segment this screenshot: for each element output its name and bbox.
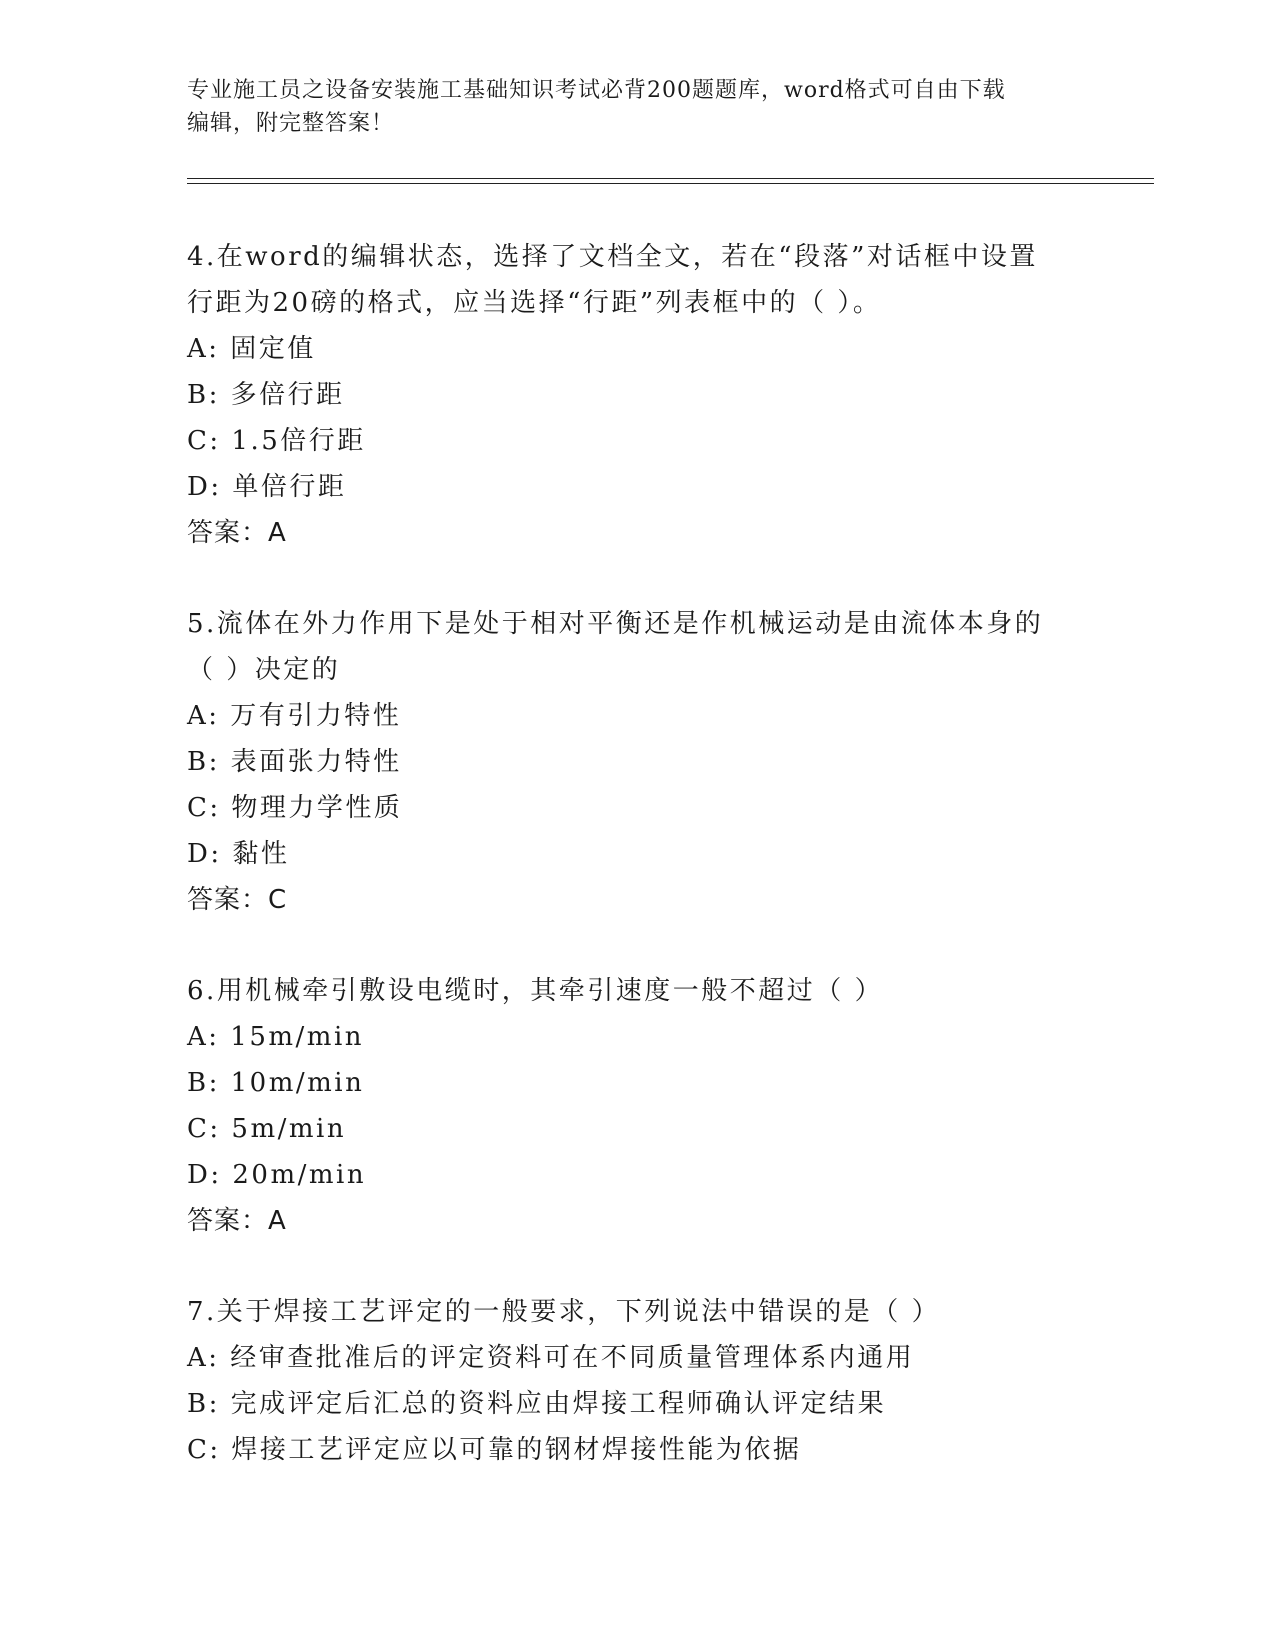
option-c: C: 焊接工艺评定应以可靠的钢材焊接性能为依据 [187, 1435, 802, 1465]
answer-line: 答案：A [187, 518, 287, 548]
header-line-1: 专业施工员之设备安装施工基础知识考试必背200题题库，word格式可自由下载 [187, 78, 1006, 103]
question-list [187, 234, 1087, 1518]
option-a: A: 固定值 [187, 334, 316, 364]
option-d: D: 单倍行距 [187, 472, 347, 502]
question-stem: 6.用机械牵引敷设电缆时，其牵引速度一般不超过（ ） [187, 976, 884, 1006]
question-stem-continued: （ ）决定的 [187, 655, 341, 685]
header-line-2: 编辑，附完整答案！ [187, 111, 395, 136]
question-stem: 7.关于焊接工艺评定的一般要求，下列说法中错误的是（ ） [187, 1297, 941, 1327]
answer-line: 答案：C [187, 885, 288, 915]
question-stem: 5.流体在外力作用下是处于相对平衡还是作机械运动是由流体本身的 [187, 609, 1044, 639]
option-c: C: 5m/min [187, 1114, 347, 1144]
option-b: B: 完成评定后汇总的资料应由焊接工程师确认评定结果 [187, 1389, 887, 1419]
option-b: B: 表面张力特性 [187, 747, 402, 777]
option-d: D: 黏性 [187, 839, 290, 869]
question-5 [187, 601, 1087, 923]
option-a: A: 15m/min [187, 1022, 365, 1052]
question-6 [187, 968, 1087, 1244]
question-4 [187, 234, 1087, 556]
question-stem: 4.在word的编辑状态，选择了文档全文，若在“段落”对话框中设置 [187, 242, 1038, 272]
question-stem-continued: 行距为20磅的格式，应当选择“行距”列表框中的（ ）。 [187, 288, 882, 318]
answer-line: 答案：A [187, 1206, 287, 1236]
header-double-rule [187, 178, 1154, 184]
question-7 [187, 1289, 1087, 1473]
document-header [187, 74, 1087, 140]
option-d: D: 20m/min [187, 1160, 367, 1190]
option-c: C: 物理力学性质 [187, 793, 403, 823]
option-a: A: 经审查批准后的评定资料可在不同质量管理体系内通用 [187, 1343, 915, 1373]
option-b: B: 多倍行距 [187, 380, 345, 410]
option-a: A: 万有引力特性 [187, 701, 402, 731]
option-b: B: 10m/min [187, 1068, 365, 1098]
option-c: C: 1.5倍行距 [187, 426, 366, 456]
